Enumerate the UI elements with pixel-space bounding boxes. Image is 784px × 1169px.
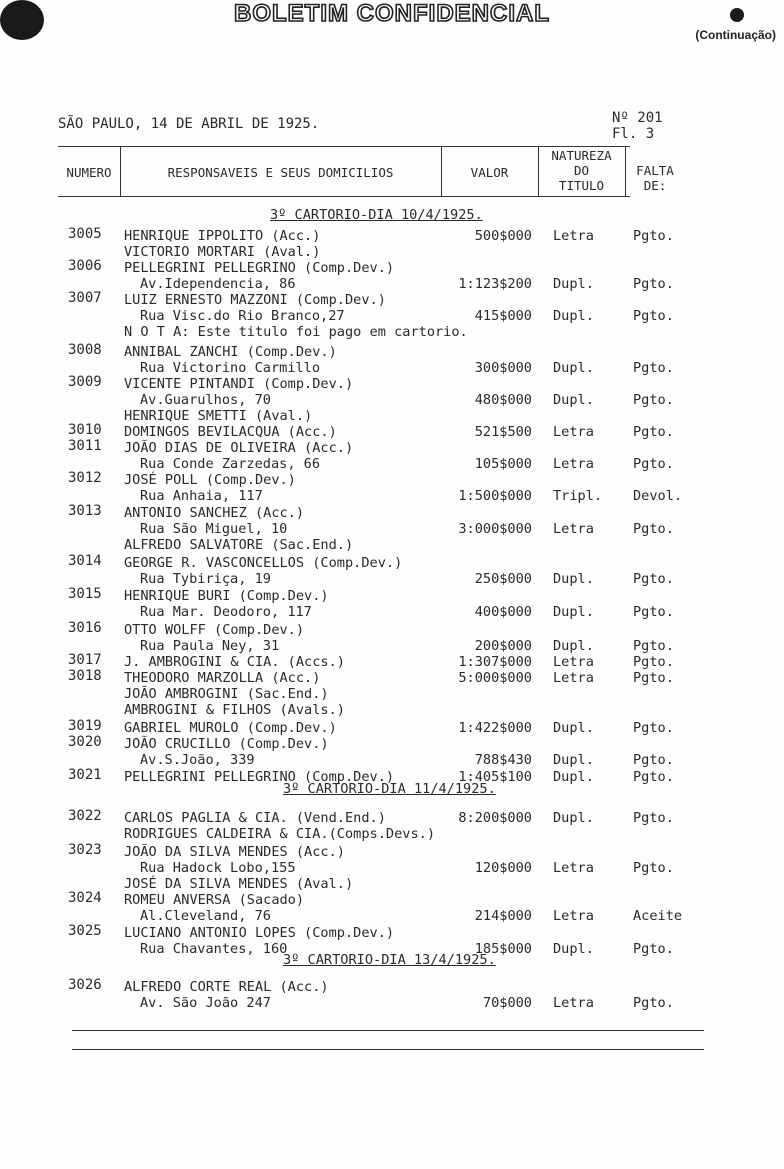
entry-party: VICTORIO MORTARI (Aval.): [124, 244, 321, 260]
continuation-label: (Continuação): [695, 28, 776, 42]
entry-value: 105$000: [474, 456, 532, 472]
entry-falta: Pgto.: [633, 456, 674, 472]
entry-falta: Pgto.: [633, 638, 674, 654]
entry-number: 3013: [68, 503, 102, 519]
entry-title-type: Letra: [553, 670, 594, 686]
entry-falta: Pgto.: [633, 604, 674, 620]
entry-falta: Pgto.: [633, 720, 674, 736]
entry-party: JOÃO DA SILVA MENDES (Acc.): [124, 844, 345, 860]
entry-number: 3012: [68, 470, 102, 486]
entry-number: 3019: [68, 718, 102, 734]
entry-party: HENRIQUE IPPOLITO (Acc.): [124, 228, 321, 244]
entry-value: 5:000$000: [458, 670, 532, 686]
entry-value: 300$000: [474, 360, 532, 376]
entry-number: 3024: [68, 890, 102, 906]
entry-party: Al.Cleveland, 76: [140, 908, 271, 924]
entry-party: RODRIGUES CALDEIRA & CIA.(Comps.Devs.): [124, 826, 435, 842]
entry-party: ROMEU ANVERSA (Sacado): [124, 892, 305, 908]
entry-title-type: Dupl.: [553, 308, 594, 324]
entry-title-type: Letra: [553, 228, 594, 244]
header-responsaveis: RESPONSAVEIS E SEUS DOMICILIOS: [167, 165, 394, 180]
entry-party: AMBROGINI & FILHOS (Avals.): [124, 702, 345, 718]
entry-falta: Pgto.: [633, 860, 674, 876]
header-valor: VALOR: [470, 165, 509, 180]
entry-title-type: Dupl.: [553, 571, 594, 587]
entry-party: LUCIANO ANTONIO LOPES (Comp.Dev.): [124, 925, 395, 941]
header-natureza-line: TITULO: [558, 178, 605, 193]
entry-title-type: Letra: [553, 424, 594, 440]
entry-party: JOÃO AMBROGINI (Sac.End.): [124, 686, 329, 702]
entry-party: Rua Anhaia, 117: [140, 488, 263, 504]
entry-falta: Pgto.: [633, 769, 674, 785]
entry-value: 1:123$200: [458, 276, 532, 292]
entry-number: 3020: [68, 734, 102, 750]
entry-value: 521$500: [474, 424, 532, 440]
entry-value: 1:422$000: [458, 720, 532, 736]
entry-value: 480$000: [474, 392, 532, 408]
entry-value: 250$000: [474, 571, 532, 587]
entry-title-type: Dupl.: [553, 941, 594, 957]
sheet-number: Fl. 3: [612, 126, 655, 142]
entry-number: 3023: [68, 842, 102, 858]
entry-title-type: Letra: [553, 654, 594, 670]
entry-title-type: Letra: [553, 908, 594, 924]
entry-falta: Pgto.: [633, 752, 674, 768]
entry-number: 3015: [68, 586, 102, 602]
entry-party: N O T A: Este titulo foi pago em cartorio.: [124, 324, 468, 340]
entry-party: Rua São Miguel, 10: [140, 521, 288, 537]
entry-falta: Pgto.: [633, 810, 674, 826]
entry-value: 185$000: [474, 941, 532, 957]
entry-value: 1:307$000: [458, 654, 532, 670]
entry-number: 3016: [68, 620, 102, 636]
entry-falta: Pgto.: [633, 654, 674, 670]
entry-number: 3022: [68, 808, 102, 824]
section-title: 3º CARTORIO-DIA 11/4/1925.: [283, 781, 496, 797]
entry-title-type: Letra: [553, 860, 594, 876]
entry-party: OTTO WOLFF (Comp.Dev.): [124, 622, 305, 638]
entry-party: HENRIQUE BURI (Comp.Dev.): [124, 588, 329, 604]
entry-party: VICENTE PINTANDI (Comp.Dev.): [124, 376, 354, 392]
entry-number: 3025: [68, 923, 102, 939]
header-natureza-line: DO: [573, 163, 590, 178]
entry-falta: Devol.: [633, 488, 683, 504]
entry-party: GEORGE R. VASCONCELLOS (Comp.Dev.): [124, 555, 403, 571]
entry-party: Rua Tybiriça, 19: [140, 571, 271, 587]
entry-falta: Pgto.: [633, 308, 674, 324]
entry-party: JOÃO DIAS DE OLIVEIRA (Acc.): [124, 440, 354, 456]
header-natureza-line: NATUREZA: [551, 148, 612, 163]
entry-number: 3026: [68, 977, 102, 993]
entry-party: Rua Hadock Lobo,155: [140, 860, 296, 876]
entry-title-type: Dupl.: [553, 638, 594, 654]
entry-party: LUIZ ERNESTO MAZZONI (Comp.Dev.): [124, 292, 386, 308]
entry-party: Av.Guarulhos, 70: [140, 392, 271, 408]
entry-value: 214$000: [474, 908, 532, 924]
entry-falta: Pgto.: [633, 424, 674, 440]
entry-title-type: Dupl.: [553, 810, 594, 826]
entry-party: JOSÉ DA SILVA MENDES (Aval.): [124, 876, 354, 892]
entry-number: 3011: [68, 438, 102, 454]
entry-party: DOMINGOS BEVILACQUA (Acc.): [124, 424, 337, 440]
section-title: 3º CARTORIO-DIA 13/4/1925.: [283, 952, 496, 968]
banner-title: BOLETIM CONFIDENCIAL: [234, 0, 550, 27]
entry-party: Rua Victorino Carmillo: [140, 360, 321, 376]
entry-number: 3009: [68, 374, 102, 390]
footer-rule: [72, 1049, 704, 1050]
ink-blot: [730, 8, 744, 22]
entry-title-type: Dupl.: [553, 276, 594, 292]
header-numero: NUMERO: [66, 165, 112, 180]
entry-party: Rua Conde Zarzedas, 66: [140, 456, 321, 472]
entry-party: THEODORO MARZOLLA (Acc.): [124, 670, 321, 686]
entry-value: 70$000: [482, 995, 532, 1011]
entry-party: ANNIBAL ZANCHI (Comp.Dev.): [124, 344, 337, 360]
entry-number: 3010: [68, 422, 102, 438]
entry-party: HENRIQUE SMETTI (Aval.): [124, 408, 313, 424]
entry-party: Rua Mar. Deodoro, 117: [140, 604, 312, 620]
entry-title-type: Dupl.: [553, 604, 594, 620]
entry-number: 3007: [68, 290, 102, 306]
entry-number: 3017: [68, 652, 102, 668]
entry-number: 3005: [68, 226, 102, 242]
entry-falta: Pgto.: [633, 995, 674, 1011]
entry-title-type: Letra: [553, 521, 594, 537]
entry-party: Av. São João 247: [140, 995, 271, 1011]
entry-party: ALFREDO SALVATORE (Sac.End.): [124, 537, 354, 553]
header-falta: [625, 163, 685, 193]
entry-falta: Pgto.: [633, 521, 674, 537]
entry-falta: Pgto.: [633, 941, 674, 957]
entry-party: PELLEGRINI PELLEGRINO (Comp.Dev.): [124, 260, 395, 276]
entry-value: 3:000$000: [458, 521, 532, 537]
entry-falta: Aceite: [633, 908, 683, 924]
entry-falta: Pgto.: [633, 571, 674, 587]
entry-falta: Pgto.: [633, 228, 674, 244]
entry-number: 3008: [68, 342, 102, 358]
header-bottom-rule: [58, 196, 630, 197]
header-falta-line: DE:: [643, 178, 667, 193]
entry-number: 3018: [68, 668, 102, 684]
header-top-rule: [58, 146, 630, 147]
entry-falta: Pgto.: [633, 360, 674, 376]
section-title: 3º CARTORIO-DIA 10/4/1925.: [270, 207, 483, 223]
entry-value: 1:405$100: [458, 769, 532, 785]
entry-falta: Pgto.: [633, 392, 674, 408]
entry-falta: Pgto.: [633, 276, 674, 292]
entry-party: ALFREDO CORTE REAL (Acc.): [124, 979, 329, 995]
entry-party: Rua Paula Ney, 31: [140, 638, 280, 654]
entry-title-type: Letra: [553, 456, 594, 472]
header-natureza: [538, 148, 625, 193]
entry-party: Rua Chavantes, 160: [140, 941, 288, 957]
entry-value: 788$430: [474, 752, 532, 768]
entry-party: JOSÉ POLL (Comp.Dev.): [124, 472, 296, 488]
entry-title-type: Letra: [553, 995, 594, 1011]
entry-value: 120$000: [474, 860, 532, 876]
entry-value: 400$000: [474, 604, 532, 620]
entry-party: Av.Idependencia, 86: [140, 276, 296, 292]
entry-falta: Pgto.: [633, 670, 674, 686]
entry-title-type: Dupl.: [553, 720, 594, 736]
entry-number: 3014: [68, 553, 102, 569]
entry-title-type: Dupl.: [553, 752, 594, 768]
entry-title-type: Dupl.: [553, 392, 594, 408]
footer-rule: [72, 1030, 704, 1031]
entry-party: PELLEGRINI PELLEGRINO (Comp.Dev.): [124, 769, 395, 785]
entry-party: ANTONIO SANCHEZ (Acc.): [124, 505, 305, 521]
header-falta-line: FALTA: [636, 163, 674, 178]
entry-value: 500$000: [474, 228, 532, 244]
entry-value: 200$000: [474, 638, 532, 654]
entry-party: CARLOS PAGLIA & CIA. (Vend.End.): [124, 810, 386, 826]
entry-party: Av.S.João, 339: [140, 752, 255, 768]
entry-title-type: Tripl.: [553, 488, 603, 504]
entry-party: Rua Visc.do Rio Branco,27: [140, 308, 345, 324]
entry-party: JOÃO CRUCILLO (Comp.Dev.): [124, 736, 329, 752]
entry-number: 3006: [68, 258, 102, 274]
place-date: SÃO PAULO, 14 DE ABRIL DE 1925.: [58, 116, 320, 132]
entry-title-type: Dupl.: [553, 360, 594, 376]
entry-value: 415$000: [474, 308, 532, 324]
entry-party: GABRIEL MUROLO (Comp.Dev.): [124, 720, 337, 736]
entry-party: J. AMBROGINI & CIA. (Accs.): [124, 654, 345, 670]
entry-value: 8:200$000: [458, 810, 532, 826]
entry-number: 3021: [68, 767, 102, 783]
ink-blot: [0, 0, 44, 40]
entry-title-type: Dupl.: [553, 769, 594, 785]
bulletin-number: Nº 201: [612, 110, 663, 126]
entry-value: 1:500$000: [458, 488, 532, 504]
